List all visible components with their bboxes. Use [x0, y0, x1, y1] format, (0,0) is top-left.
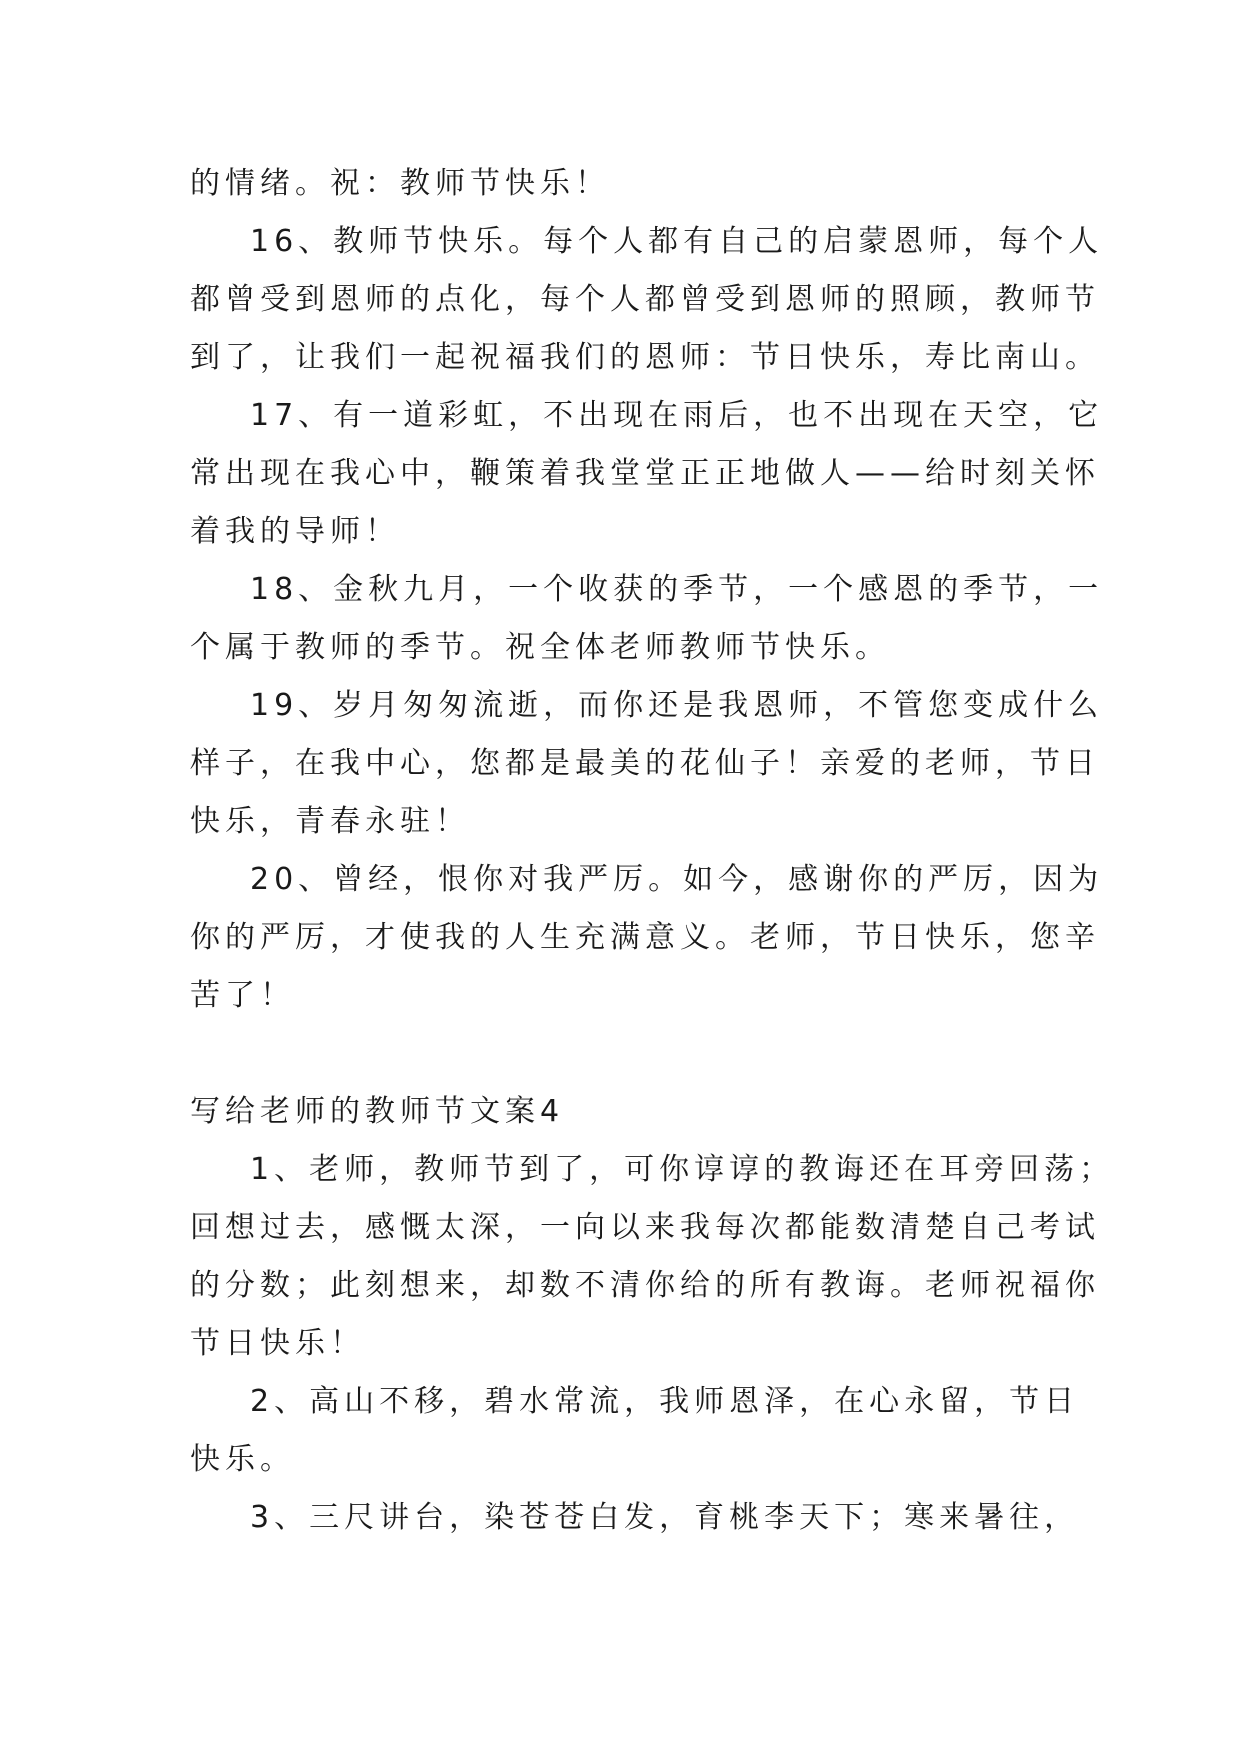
carryover-paragraph [190, 155, 1070, 213]
text-line: 你的严厉，才使我的人生充满意义。老师，节日快乐，您辛 [190, 920, 1100, 955]
text-line: 2、高山不移，碧水常流，我师恩泽，在心永留，节日 [250, 1384, 1080, 1419]
list-item-19 [190, 677, 1104, 851]
text-line: 的分数；此刻想来，却数不清你给的所有教诲。老师祝福你 [190, 1268, 1100, 1303]
list-item-17 [190, 387, 1104, 561]
text-line: 都曾受到恩师的点化，每个人都曾受到恩师的照顾，教师节 [190, 282, 1100, 317]
section-heading [190, 1083, 1070, 1141]
list-item-1 [190, 1141, 1115, 1373]
text-line: 1、老师，教师节到了，可你谆谆的教诲还在耳旁回荡； [250, 1152, 1115, 1187]
text-line: 苦了！ [190, 978, 295, 1013]
text-line: 20、曾经，恨你对我严厉。如今，感谢你的严厉，因为 [250, 862, 1104, 897]
text-line: 到了，让我们一起祝福我们的恩师：节日快乐，寿比南山。 [190, 340, 1100, 375]
list-item-20 [190, 851, 1104, 1025]
section-title: 写给老师的教师节文案4 [190, 1094, 565, 1129]
text-line: 节日快乐！ [190, 1326, 365, 1361]
text-line: 16、教师节快乐。每个人都有自己的启蒙恩师，每个人 [250, 224, 1104, 259]
text-line: 17、有一道彩虹，不出现在雨后，也不出现在天空，它 [250, 398, 1104, 433]
list-item-18 [190, 561, 1104, 677]
text-line: 3、三尺讲台，染苍苍白发，育桃李天下；寒来暑往， [250, 1500, 1080, 1535]
list-item-3 [190, 1489, 1080, 1547]
text-line: 个属于教师的季节。祝全体老师教师节快乐。 [190, 630, 890, 665]
list-item-16 [190, 213, 1104, 387]
text-line: 19、岁月匆匆流逝，而你还是我恩师，不管您变成什么 [250, 688, 1104, 723]
text-line: 的情绪。祝：教师节快乐！ [190, 166, 610, 201]
text-line: 18、金秋九月，一个收获的季节，一个感恩的季节，一 [250, 572, 1104, 607]
text-line: 常出现在我心中，鞭策着我堂堂正正地做人——给时刻关怀 [190, 456, 1100, 491]
text-line: 样子，在我中心，您都是最美的花仙子！亲爱的老师，节日 [190, 746, 1100, 781]
text-line: 着我的导师！ [190, 514, 400, 549]
text-line: 快乐。 [190, 1442, 295, 1477]
text-line: 快乐，青春永驻！ [190, 804, 470, 839]
list-item-2 [190, 1373, 1080, 1489]
text-line: 回想过去，感慨太深，一向以来我每次都能数清楚自己考试 [190, 1210, 1100, 1245]
